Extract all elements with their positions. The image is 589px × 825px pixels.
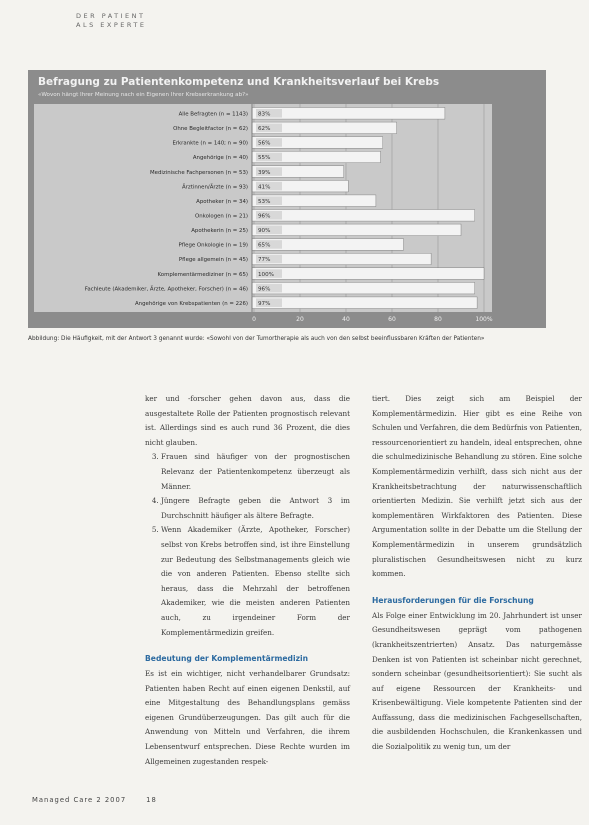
x-tick-label: 40 — [342, 316, 350, 323]
data-label: 39% — [258, 169, 271, 176]
category-label: Komplementärmediziner (n = 65) — [157, 271, 248, 278]
category-label: Apotheker (n = 34) — [196, 198, 248, 205]
data-label: 41% — [258, 184, 271, 191]
data-label: 53% — [258, 198, 271, 205]
x-tick-label: 60 — [388, 316, 396, 323]
right-intro-paragraph: tiert. Dies zeigt sich am Beispiel der Komplementärmedizin. Hier gibt es eine Reihe von Schulen und Verfahren, die dem Bedürfnis von Patienten, ressourcenorientiert zu handeln, ideal entsprechen, ohne die schulmedizinische Behandlung zu stören. Eine solche Komplementärmedizin verhilft, dass sich nicht aus der Krankheitsbetrachtung der naturwissenschaftlich orientierten Medizin. Sie verhilft jetzt sich aus der komplementären Wirkfaktoren des Patienten. Diese Argumentation sollte in der Debatte um die Stellung der Komplementärmedizin in unserem grundsätzlich pluralistischen Gesundheitswesen nicht zu kurz kommen. — [372, 394, 582, 579]
heading-komplementaermedizin: Bedeutung der Komplementärmedizin — [145, 654, 308, 664]
text-column-left — [145, 392, 350, 769]
category-label: Pflege Onkologie (n = 19) — [178, 242, 248, 249]
bar — [252, 268, 484, 280]
text-column-right — [372, 392, 582, 755]
komplementaer-paragraph: Es ist ein wichtiger, nicht verhandelbarer Grundsatz: Patienten haben Recht auf einen eigenen Denkstil, auf eine Mitgestaltung des Behandlungsplans gemäss eigenen Grundüberzeugungen. Das gilt auch für die Anwendung von Mitteln und Verfahren, die ihrem Lebensentwurf entsprechen. Diese Rechte wurden im Allgemeinen zugestanden respek- — [145, 669, 350, 766]
figure-subtitle: «Wovon hängt Ihrer Meinung nach ein Eigenen Ihrer Krebserkrankung ab?» — [38, 92, 249, 98]
section-tag-line-1: DER PATIENT — [76, 12, 146, 20]
journal-name: Managed Care 2 2007 — [32, 796, 127, 804]
x-tick-label: 20 — [296, 316, 304, 323]
data-label: 96% — [258, 213, 271, 220]
data-label: 97% — [258, 300, 271, 307]
heading-forschung: Herausforderungen für die Forschung — [372, 595, 534, 605]
bar — [252, 210, 475, 222]
figure-panel — [28, 70, 546, 328]
data-label: 83% — [258, 111, 271, 118]
list-item: 5. Wenn Akademiker (Ärzte, Apotheker, Forscher) selbst von Krebs betroffen sind, ist ihre Einstellung zur Bedeutung des Selbstmanagements gleich wie die von anderen Patienten. Ebenso stellte sich heraus, dass die Mehrzahl der betroffenen Akademiker, wie die meisten anderen Patienten auch, zu irgendeiner Form der Komplementärmedizin greifen. — [161, 523, 350, 640]
page-footer — [32, 796, 157, 804]
category-label: Erkrankte (n = 140; n = 90) — [172, 140, 248, 147]
data-label: 77% — [258, 257, 271, 264]
section-tag-line-2: ALS EXPERTE — [76, 21, 147, 29]
findings-list — [145, 450, 350, 640]
category-label: Ohne Begleitfactor (n = 62) — [173, 126, 248, 133]
figure-caption: Abbildung: Die Häufigkeit, mit der Antwort 3 genannt wurde: «Sowohl von der Tumortherapie als auch von den selbst beeinflussbaren Kräften der Patienten» — [28, 336, 485, 342]
page-number: 18 — [146, 796, 157, 804]
category-label: Apothekerin (n = 25) — [191, 228, 248, 235]
data-label: 100% — [258, 271, 274, 278]
category-label: Alle Befragten (n = 1143) — [178, 111, 248, 118]
data-label: 96% — [258, 286, 271, 293]
category-label: Ärztinnen/Ärzte (n = 93) — [181, 184, 248, 191]
list-item: 3. Frauen sind häufiger von der prognostischen Relevanz der Patientenkompetenz überzeugt als Männer. — [161, 450, 350, 494]
category-label: Pflege allgemein (n = 45) — [178, 257, 248, 264]
section-tag — [76, 12, 146, 30]
forschung-paragraph: Als Folge einer Entwicklung im 20. Jahrhundert ist unser Gesundheitswesen geprägt vom pathogenen (krankheitszentrierten) Ansatz. Das naturgemässe Denken ist von Patienten ist scheinbar nicht gerechnet, sondern scheinbar (gesundheitsorientiert): Sie sucht als auf eigene Ressourcen der Krankheits- und Krisenbewältigung. Viele kompetente Patienten sind der Auffassung, dass die medizinischen Fachgesellschaften, die ausbildenden Hochschulen, die Krankenkassen und die Sozialpolitik zu wenig tun, um der — [372, 610, 582, 752]
figure-title: Befragung zu Patientenkompetenz und Krankheitsverlauf bei Krebs — [38, 76, 440, 88]
plot-background — [34, 104, 492, 312]
category-label: Angehörige von Krebspatienten (n = 226) — [134, 300, 248, 307]
left-intro-paragraph: ker und -forscher gehen davon aus, dass die ausgestaltete Rolle der Patienten prognostisch relevant ist. Allerdings sind es auch rund 36 Prozent, die dies nicht glauben. — [145, 394, 350, 447]
category-label: Fachleute (Akademiker, Ärzte, Apotheker, Forscher) (n = 46) — [84, 286, 248, 293]
bar-chart — [28, 70, 546, 328]
bar — [252, 224, 461, 236]
data-label: 55% — [258, 155, 271, 162]
data-label: 65% — [258, 242, 271, 249]
category-label: Angehörige (n = 40) — [192, 155, 248, 162]
category-label: Onkologen (n = 21) — [195, 213, 248, 220]
bar — [252, 282, 475, 294]
category-label: Medizinische Fachpersonen (n = 53) — [150, 169, 248, 176]
data-label: 90% — [258, 228, 271, 235]
data-label: 62% — [258, 126, 271, 133]
list-item: 4. Jüngere Befragte geben die Antwort 3 im Durchschnitt häufiger als ältere Befragte. — [161, 494, 350, 523]
x-tick-label: 100% — [475, 316, 493, 323]
bar — [252, 297, 477, 309]
x-tick-label: 80 — [434, 316, 442, 323]
data-label: 56% — [258, 140, 271, 147]
x-tick-label: 0 — [252, 316, 256, 323]
